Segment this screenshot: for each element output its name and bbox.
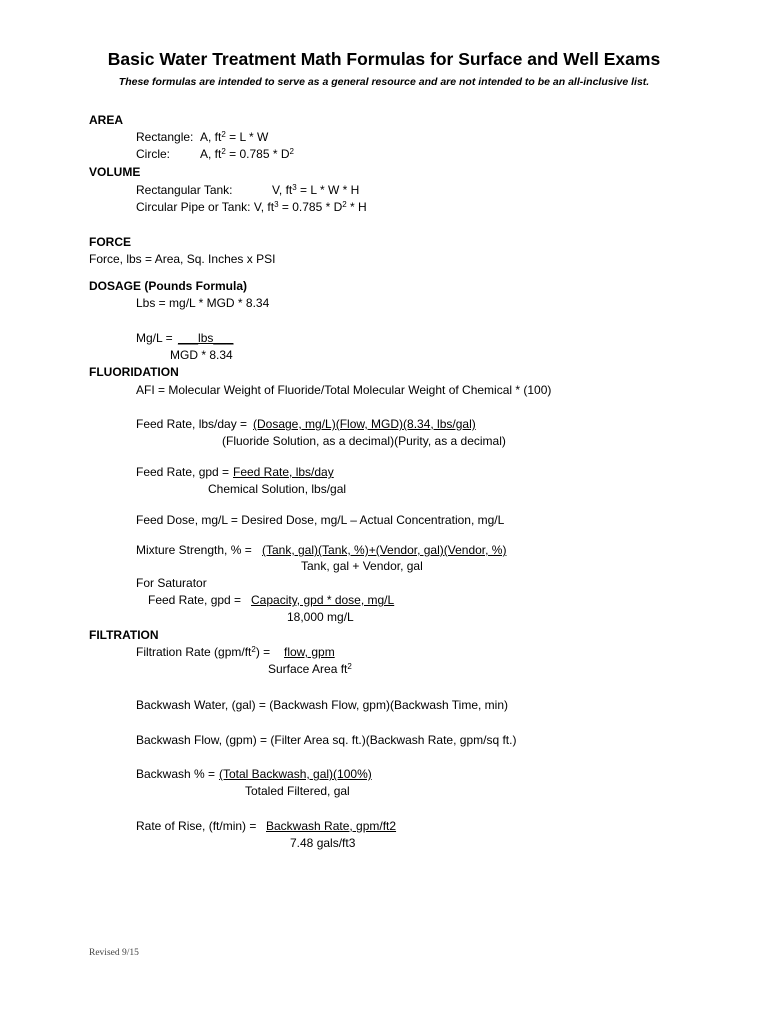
filtration-rate-numerator: flow, gpm [284, 645, 335, 659]
feed-rate-lbs-numerator: (Dosage, mg/L)(Flow, MGD)(8.34, lbs/gal) [253, 417, 476, 431]
area-heading: AREA [89, 113, 124, 127]
filtration-rate-denominator: Surface Area $ft^2$ [268, 662, 352, 676]
force-formula: Force, lbs = Area, Sq. Inches x PSI [89, 252, 276, 266]
mixture-strength-denominator: Tank, gal + Vendor, gal [301, 559, 423, 573]
backwash-percent-lhs: Backwash % = [136, 767, 216, 781]
afi-formula: AFI = Molecular Weight of Fluoride/Total Molecular Weight of Chemical * (100) [136, 383, 552, 397]
mgl-formula-denominator: MGD * 8.34 [170, 348, 233, 362]
filtration-heading: FILTRATION [89, 628, 159, 642]
volume-heading: VOLUME [89, 165, 141, 179]
page-subtitle: These formulas are intended to serve as a general resource and are not intended to be an all-inclusive list. [118, 76, 650, 88]
force-heading: FORCE [89, 235, 131, 249]
saturator-feed-rate-denominator: 18,000 mg/L [287, 610, 354, 624]
rectangle-label: Rectangle: [136, 130, 194, 144]
backwash-water-formula: Backwash Water, (gal) = (Backwash Flow, gpm)(Backwash Time, min) [136, 698, 508, 712]
rate-of-rise-lhs: Rate of Rise, (ft/min) = [136, 819, 257, 833]
rate-of-rise-numerator: Backwash Rate, gpm/ft2 [266, 819, 397, 833]
feed-rate-lbs-lhs: Feed Rate, lbs/day = [136, 417, 248, 431]
feed-rate-lbs-denominator: (Fluoride Solution, as a decimal)(Purity, as a decimal) [222, 434, 506, 448]
backwash-percent-numerator: (Total Backwash, gal)(100%) [219, 767, 372, 781]
saturator-feed-rate-numerator: Capacity, gpd * dose, mg/L [251, 593, 395, 607]
page-title: Basic Water Treatment Math Formulas for Surface and Well Exams [107, 49, 661, 69]
fluoridation-heading: FLUORIDATION [89, 365, 179, 379]
filtration-rate-lhs: Filtration Rate $(gpm/ft^2)$ = [136, 645, 271, 659]
backwash-flow-formula: Backwash Flow, (gpm) = (Filter Area sq. ft.)(Backwash Rate, gpm/sq ft.) [136, 733, 517, 747]
feed-rate-gpd-lhs: Feed Rate, gpd = [136, 465, 230, 479]
rectangle-area-formula: A, $ft^2 = L * W$ [200, 130, 269, 144]
revision-footer: Revised 9/15 [89, 948, 139, 958]
backwash-percent-denominator: Totaled Filtered, gal [245, 784, 350, 798]
circle-area-formula: A, $ft^2 = 0.785 * D^2$ [200, 147, 294, 161]
feed-rate-gpd-numerator: Feed Rate, lbs/day [233, 465, 334, 479]
mgl-formula-lhs: Mg/L = [136, 331, 173, 345]
dosage-heading: DOSAGE (Pounds Formula) [89, 279, 248, 293]
feed-dose-formula: Feed Dose, mg/L = Desired Dose, mg/L – Actual Concentration, mg/L [136, 513, 505, 527]
mixture-strength-numerator: (Tank, gal)(Tank, %)+(Vendor, gal)(Vendor, %) [262, 543, 507, 557]
mixture-strength-lhs: Mixture Strength, % = [136, 543, 252, 557]
saturator-feed-rate-lhs: Feed Rate, gpd = [148, 593, 242, 607]
rate-of-rise-denominator: 7.48 gals/ft3 [290, 836, 356, 850]
saturator-label: For Saturator [136, 576, 207, 590]
circular-pipe-formula: Circular Pipe or Tank: V, $ft^3 = 0.785 * D^2 * H$ [136, 200, 367, 214]
rectangular-tank-label: Rectangular Tank: [136, 183, 233, 197]
circle-label: Circle: [136, 147, 171, 161]
dosage-formula: Lbs = mg/L * MGD * 8.34 [136, 296, 270, 310]
rectangular-tank-formula: V, $ft^3 = L * W * H$ [272, 183, 360, 197]
mgl-formula-numerator: ___lbs___ [178, 331, 234, 345]
feed-rate-gpd-denominator: Chemical Solution, lbs/gal [208, 482, 347, 496]
